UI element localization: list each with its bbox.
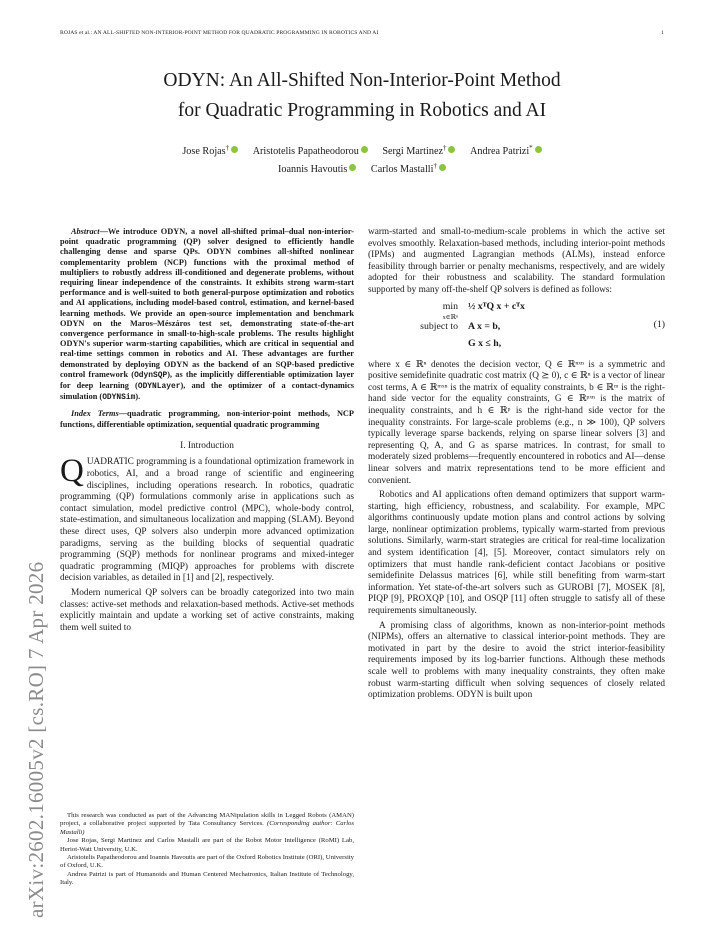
paper-title	[60, 66, 664, 126]
footnotes	[60, 812, 354, 888]
equation-1	[368, 300, 665, 354]
author: Aristotelis Papatheodorou	[253, 146, 368, 157]
footnote: Jose Rojas, Sergi Martinez and Carlos Mastalli are part of the Robot Motor Intelligence (RoMI) Lab, Heriot-Watt University, U.K.	[60, 837, 354, 853]
eq-constraint-2: G x ≤ h,	[468, 337, 502, 349]
page-number: 1	[661, 30, 664, 36]
orcid-icon[interactable]	[361, 146, 368, 153]
orcid-icon[interactable]	[535, 146, 542, 153]
footnote: This research was conducted as part of the Advancing MANipulation skills in Legged Robots (AMAN) project, a collaborative project supported by Tata Consultancy Services. (Corresponding author: Carlos Mastalli)	[60, 812, 354, 836]
author: Ioannis Havoutis	[278, 164, 356, 175]
right-column	[368, 227, 665, 705]
eq-min-sub: x∈ℝⁿ	[442, 313, 458, 321]
orcid-icon[interactable]	[349, 164, 356, 171]
arxiv-stamp[interactable]: arXiv:2602.16005v2 [cs.RO] 7 Apr 2026	[24, 561, 48, 918]
running-head	[60, 30, 664, 36]
body-paragraph: where x ∈ ℝⁿ denotes the decision vector, Q ∈ ℝⁿˣⁿ is a symmetric and positive semidefinite quadratic cost matrix (Q ⪰ 0), c ∈ ℝⁿ is a vector of linear cost terms, A ∈ ℝᵐˣⁿ is the matrix of equality constraints, b ∈ ℝᵐ is the right-hand side vector for the equality constraints, G ∈ ℝᵖˣⁿ is the matrix of inequality constraints, and h ∈ ℝᵖ is the right-hand side vector for the inequality constraints. For large-scale problems (e.g., n ≫ 100), QP solvers typically leverage sparse backends, relying on sparse linear solvers [3] and representing Q, A, and G as sparse matrices. In contrast, for small to moderately sized problems—frequently encountered in robotics and AI—dense linear solvers and matrix representations tend to be more efficient and convenient.	[368, 359, 665, 486]
orcid-icon[interactable]	[448, 146, 455, 153]
author: Andrea Patrizi*	[470, 146, 542, 157]
author: Jose Rojas†	[182, 146, 238, 157]
eq-objective: ½ xᵀQ x + cᵀx	[468, 300, 525, 312]
running-head-text: ROJAS et al.: AN ALL-SHIFTED NON-INTERIOR-POINT METHOD FOR QUADRATIC PROGRAMMING IN ROBOTICS AND AI	[60, 30, 379, 36]
author: Carlos Mastalli†	[371, 164, 446, 175]
intro-paragraph-1: QUADRATIC programming is a foundational optimization framework in robotics, AI, and a broad range of scientific and engineering disciplines, including operations research. In robotics, quadratic programming (QP) formulations commonly arise in applications such as contact simulation, model predictive control (MPC), whole-body control, state-estimation, and simultaneous localization and mapping (SLAM). Beyond these direct uses, QP solvers also underpin more advanced optimization paradigms, serving as the building blocks of sequential quadratic programming (SQP) methods for nonlinear programs and mixed-integer quadratic programming (MIQP) approaches for problems with discrete decision variables, as detailed in [1] and [2], respectively.	[60, 453, 354, 584]
author-line-2	[60, 159, 664, 177]
drop-cap: Q	[60, 453, 84, 490]
abstract: Abstract—We introduce ODYN, a novel all-shifted primal–dual non-interior-point quadratic programming (QP) solver designed to efficiently handle challenging dense and sparse QPs. ODYN combines all-shifted nonlinear complementarity problem (NCP) functions with the proximal method of multipliers to robustly address ill-conditioned and degenerate problems, without requiring linear independence of the constraints. It exhibits strong warm-start performance and is well-suited to both general-purpose optimization and robotics and AI applications, including model-based control, estimation, and kernel-based learning methods. We provide an open-source implementation and benchmark ODYN on the Maros–Mészáros test set, demonstrating state-of-the-art convergence performance in small-to-high-scale problems. The results highlight ODYN's superior warm-starting capabilities, which are critical in sequential and real-time settings common in robotics and AI. These advantages are further demonstrated by deploying ODYN as the backend of an SQP-based predictive control framework (OdynSQP), as the implicitly differentiable optimization layer for deep learning (ODYNLayer), and the optimizer of a contact-dynamics simulation (ODYNSim).	[60, 227, 354, 403]
section-heading: I. Introduction	[180, 440, 234, 451]
author-line-1	[60, 141, 664, 159]
footnote: Aristotelis Papatheodorou and Ioannis Havoutis are part of the Oxford Robotics Institute (ORI), University of Oxford, U.K.	[60, 854, 354, 870]
title-line-1: ODYN: An All-Shifted Non-Interior-Point Method	[163, 70, 561, 91]
body-paragraph: A promising class of algorithms, known as non-interior-point methods (NIPMs), offers an alternative to classical interior-point methods. They are motivated in part by the desire to avoid the strict interior-feasibility requirements imposed by its log-barrier functions. Although these methods scale well to problems with many inequality constraints, they often make robust warm-starting difficult when solving sequences of closely related optimization problems. ODYN is built upon	[368, 620, 665, 701]
eq-subject-to: subject to	[420, 320, 458, 332]
author-list	[60, 141, 664, 177]
footnote: Andrea Patrizi is part of Humanoids and Human Centered Mechatronics, Italian Institute of Technology, Italy.	[60, 870, 354, 887]
eq-constraint-1: A x = b,	[468, 320, 501, 332]
body-paragraph: warm-started and small-to-medium-scale problems in which the active set evolves smoothly. Relaxation-based methods, including interior-point methods (IPMs) and augmented Lagrangian methods (ALMs), instead enforce feasibility through barrier or penalty mechanisms, respectively, and are widely adopted for their robustness and scalability. The standard formulation supported by many off-the-shelf QP solvers is defined as follows:	[368, 227, 665, 295]
title-line-2: for Quadratic Programming in Robotics and AI	[177, 100, 547, 121]
author: Sergi Martinez†	[382, 146, 455, 157]
intro-paragraph-2: Modern numerical QP solvers can be broadly categorized into two main classes: active-set methods and relaxation-based methods. Active-set methods explicitly maintain and update a working set of active constraints, making them well suited to	[60, 587, 354, 633]
orcid-icon[interactable]	[439, 164, 446, 171]
eq-number: (1)	[653, 318, 665, 330]
body-paragraph: Robotics and AI applications often demand optimizers that support warm-starting, high efficiency, robustness, and scalability. For example, MPC algorithms continuously update motion plans and control actions by solving large, nonlinear optimization problems, typically warm-started from previous solutions. Similarly, warm-start strategies are critical for real-time localization and system identification [4], [5]. Moreover, contact simulators rely on optimizers that must handle rank-deficient contact Jacobians or positive semidefinite Delassus matrices [6], while still benefiting from warm-start information. Yet state-of-the-art solvers such as GUROBI [7], MOSEK [8], PIQP [9], PROXQP [10], and OSQP [11] often struggle to satisfy all of these requirements simultaneously.	[368, 490, 665, 617]
index-terms: Index Terms—quadratic programming, non-interior-point methods, NCP functions, differentiable optimization, sequential quadratic programming	[60, 409, 354, 429]
orcid-icon[interactable]	[231, 146, 238, 153]
eq-min: min	[442, 300, 458, 312]
left-column	[60, 227, 354, 637]
